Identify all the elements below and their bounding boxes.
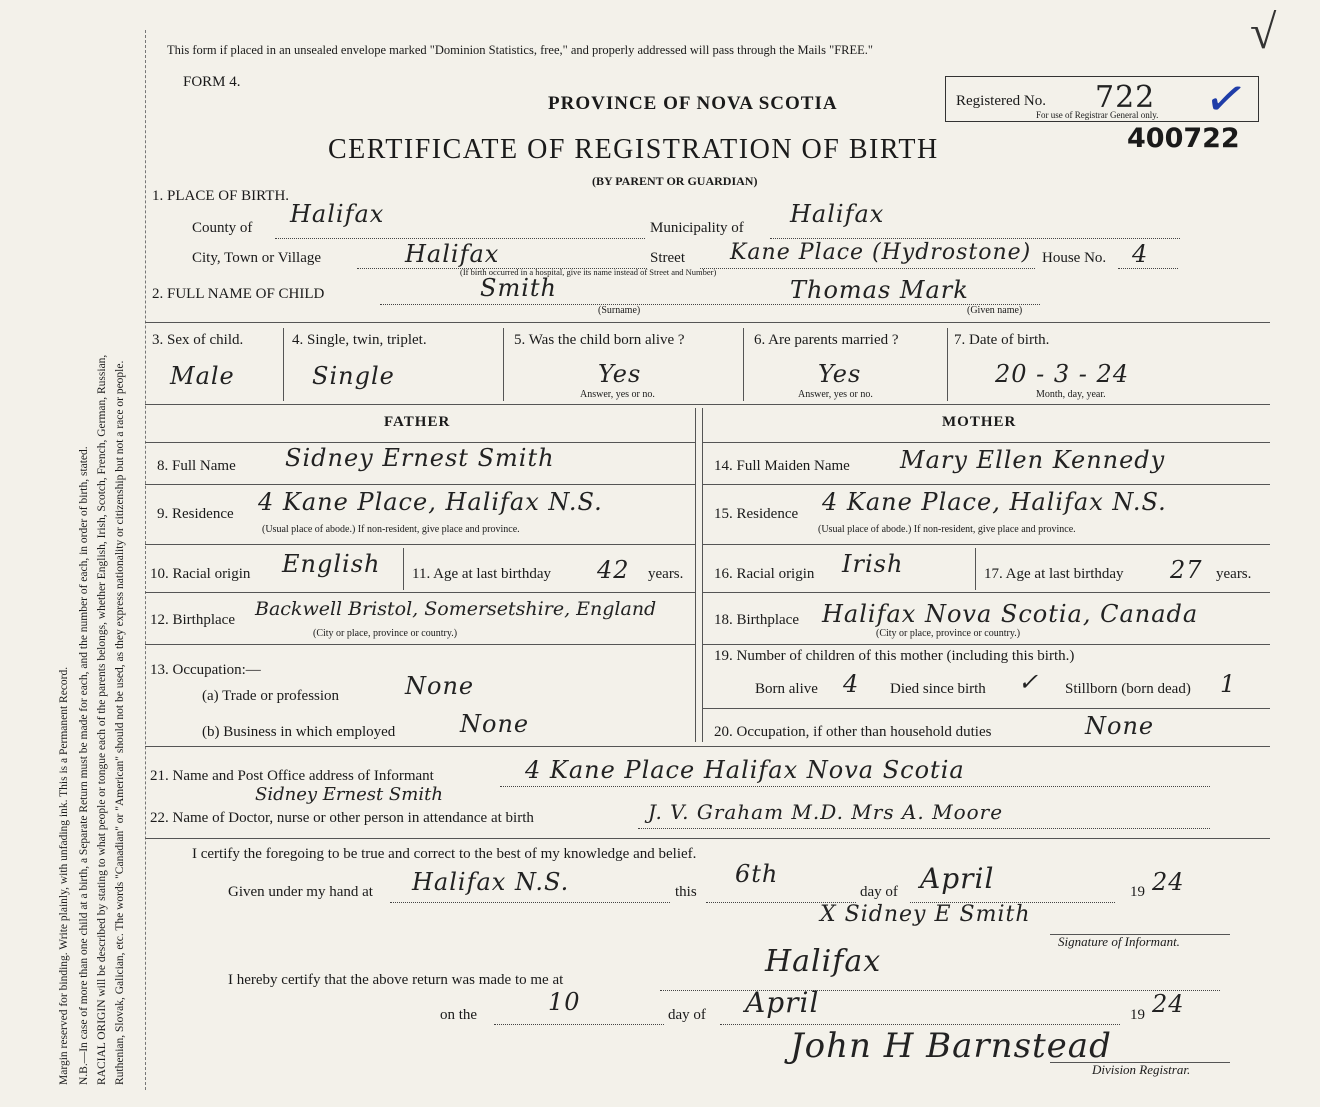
year-value: 24 xyxy=(1152,868,1185,896)
row-bottom-rule xyxy=(145,404,1270,405)
row-divider xyxy=(503,328,504,401)
reg-year-prefix: 19 xyxy=(1130,1007,1145,1023)
corner-check-mark: √ xyxy=(1250,6,1277,59)
mother-name-label: 14. Full Maiden Name xyxy=(714,458,850,474)
born-alive-label: Born alive xyxy=(755,681,818,697)
father-years: years. xyxy=(648,566,684,582)
race-age-divider xyxy=(975,548,976,590)
margin-racial-note-1: RACIAL ORIGIN will be described by stating to what people or tongue each of the parents belongs, whether English, Irish, Scotch, French, German, Russian, xyxy=(96,354,108,1085)
reg-day-line xyxy=(494,1024,664,1025)
on-the-label: on the xyxy=(440,1007,478,1023)
municipality-label: Municipality of xyxy=(650,220,744,236)
informant-label: 21. Name and Post Office address of Informant xyxy=(150,768,434,784)
father-business-value: None xyxy=(460,710,530,738)
county-value: Halifax xyxy=(290,200,385,228)
street-value: Kane Place (Hydrostone) xyxy=(730,240,1032,265)
father-birthplace-value: Backwell Bristol, Somersetshire, England xyxy=(255,598,657,620)
mother-occupation-value: None xyxy=(1085,712,1155,740)
alive-label: 5. Was the child born alive ? xyxy=(514,332,685,348)
stillborn-label: Stillborn (born dead) xyxy=(1065,681,1191,697)
day-value: 6th xyxy=(735,860,779,888)
father-name-value: Sidney Ernest Smith xyxy=(285,444,555,472)
mother-rule xyxy=(702,442,1270,443)
mother-rule xyxy=(702,644,1270,645)
informant-top-rule xyxy=(145,746,1270,747)
municipality-value: Halifax xyxy=(790,200,885,228)
parents-divider xyxy=(695,408,696,742)
informant-signature-label: Signature of Informant. xyxy=(1058,934,1180,949)
child-surname-value: Smith xyxy=(480,274,557,302)
surname-caption: (Surname) xyxy=(598,305,641,316)
mother-residence-label: 15. Residence xyxy=(714,506,799,522)
born-alive-value: 4 xyxy=(843,670,860,698)
father-trade-label: (a) Trade or profession xyxy=(202,688,340,704)
father-residence-value: 4 Kane Place, Halifax N.S. xyxy=(258,488,603,516)
father-trade-value: None xyxy=(405,672,475,700)
registrar-statement: I hereby certify that the above return was made to me at xyxy=(228,972,564,988)
mother-age-value: 27 xyxy=(1170,556,1203,584)
stamp-number: 400722 xyxy=(1127,123,1240,154)
given-caption: (Given name) xyxy=(967,305,1023,316)
race-age-divider xyxy=(403,548,404,590)
row-divider xyxy=(947,328,948,401)
row-divider xyxy=(283,328,284,401)
mother-residence-caption: (Usual place of abode.) If non-resident, give place and province. xyxy=(818,524,1076,535)
given-place-line xyxy=(390,902,670,903)
father-occupation-label: 13. Occupation:— xyxy=(150,662,261,678)
informant-line xyxy=(500,786,1210,787)
registrar-signature: John H Barnstead xyxy=(790,1026,1112,1066)
mother-rule xyxy=(702,708,1270,709)
informant-signature: X Sidney E Smith xyxy=(820,902,1031,927)
certificate-title: CERTIFICATE OF REGISTRATION OF BIRTH xyxy=(328,134,939,165)
doctor-line xyxy=(638,828,1210,829)
married-value: Yes xyxy=(818,360,862,388)
mother-race-value: Irish xyxy=(842,550,904,578)
married-caption: Answer, yes or no. xyxy=(798,389,873,400)
mother-rule xyxy=(702,484,1270,485)
married-label: 6. Are parents married ? xyxy=(754,332,899,348)
registrar-place-value: Halifax xyxy=(765,944,882,979)
mailing-notice: This form if placed in an unsealed envelope marked "Dominion Statistics, free," and properly addressed will pass through the Mails "FREE." xyxy=(167,43,874,57)
row-divider xyxy=(743,328,744,401)
mother-heading: MOTHER xyxy=(942,414,1017,430)
day-of-label: day of xyxy=(860,884,898,900)
mother-residence-value: 4 Kane Place, Halifax N.S. xyxy=(822,488,1167,516)
father-name-label: 8. Full Name xyxy=(157,458,236,474)
mother-birthplace-label: 18. Birthplace xyxy=(714,612,799,628)
mother-rule xyxy=(702,544,1270,545)
child-given-value: Thomas Mark xyxy=(790,276,969,304)
mother-birthplace-value: Halifax Nova Scotia, Canada xyxy=(822,600,1199,628)
reg-year-value: 24 xyxy=(1152,990,1185,1018)
informant-address-value: 4 Kane Place Halifax Nova Scotia xyxy=(525,756,965,784)
stillborn-value: 1 xyxy=(1220,670,1237,698)
father-race-value: English xyxy=(282,550,381,578)
plurality-value: Single xyxy=(312,362,395,390)
blue-check-mark: ✓ xyxy=(1200,67,1252,131)
certification-statement: I certify the foregoing to be true and correct to the best of my knowledge and belief. xyxy=(192,846,697,862)
mother-age-label: 17. Age at last birthday xyxy=(984,566,1124,582)
form-number: FORM 4. xyxy=(183,74,241,90)
street-label: Street xyxy=(650,250,685,266)
father-rule xyxy=(145,592,695,593)
given-place-value: Halifax N.S. xyxy=(412,868,570,896)
mother-years: years. xyxy=(1216,566,1252,582)
year-prefix: 19 xyxy=(1130,884,1145,900)
registered-value: 722 xyxy=(1095,80,1156,115)
plurality-label: 4. Single, twin, triplet. xyxy=(292,332,427,348)
child-name-label: 2. FULL NAME OF CHILD xyxy=(152,286,325,302)
county-label: County of xyxy=(192,220,253,236)
dob-value: 20 - 3 - 24 xyxy=(995,360,1130,388)
mother-race-label: 16. Racial origin xyxy=(714,566,815,582)
doctor-value: J. V. Graham M.D. Mrs A. Moore xyxy=(648,800,1004,824)
mother-birthplace-caption: (City or place, province or country.) xyxy=(876,628,1021,639)
father-age-label: 11. Age at last birthday xyxy=(412,566,551,582)
father-heading: FATHER xyxy=(384,414,451,430)
parents-divider xyxy=(702,408,703,742)
father-residence-label: 9. Residence xyxy=(157,506,234,522)
registrar-label: Division Registrar. xyxy=(1092,1062,1191,1077)
alive-value: Yes xyxy=(598,360,642,388)
house-line xyxy=(1118,268,1178,269)
this-label: this xyxy=(675,884,697,900)
died-value: ✓ xyxy=(1018,668,1040,696)
month-value: April xyxy=(920,862,995,895)
reg-day-of-label: day of xyxy=(668,1007,706,1023)
reg-month-line xyxy=(720,1024,1120,1025)
dob-label: 7. Date of birth. xyxy=(954,332,1050,348)
given-under-label: Given under my hand at xyxy=(228,884,373,900)
municipality-line xyxy=(770,238,1180,239)
sex-label: 3. Sex of child. xyxy=(152,332,244,348)
doctor-label: 22. Name of Doctor, nurse or other person in attendance at birth xyxy=(150,810,534,826)
city-label: City, Town or Village xyxy=(192,250,322,266)
mother-occupation-label: 20. Occupation, if other than household duties xyxy=(714,724,992,740)
county-line xyxy=(275,238,645,239)
mother-children-label: 19. Number of children of this mother (including this birth.) xyxy=(714,648,1075,664)
father-birthplace-caption: (City or place, province or country.) xyxy=(313,628,458,639)
province-heading: PROVINCE OF NOVA SCOTIA xyxy=(548,93,838,114)
father-race-label: 10. Racial origin xyxy=(150,566,251,582)
reg-day-value: 10 xyxy=(548,988,581,1016)
registrar-place-line xyxy=(660,990,1220,991)
place-section-label: 1. PLACE OF BIRTH. xyxy=(152,188,290,204)
house-value: 4 xyxy=(1132,240,1149,268)
informant-name-value: Sidney Ernest Smith xyxy=(255,784,443,805)
dob-caption: Month, day, year. xyxy=(1036,389,1106,400)
mother-rule xyxy=(702,592,1270,593)
father-rule xyxy=(145,544,695,545)
father-residence-caption: (Usual place of abode.) If non-resident, give place and province. xyxy=(262,524,520,535)
city-value: Halifax xyxy=(405,240,500,268)
certificate-subtitle: (BY PARENT OR GUARDIAN) xyxy=(592,174,758,188)
registered-label: Registered No. xyxy=(956,93,1046,109)
hospital-note: (If birth occurred in a hospital, give its name instead of Street and Number) xyxy=(460,267,717,277)
margin-racial-note-2: Ruthenian, Slovak, Galician, etc. The words "Canadian" or "American" should not be used, as they express nationality or citizenship but not a race or people. xyxy=(114,360,126,1085)
reg-month-value: April xyxy=(745,986,820,1019)
mother-name-value: Mary Ellen Kennedy xyxy=(900,446,1166,474)
died-label: Died since birth xyxy=(890,681,986,697)
father-birthplace-label: 12. Birthplace xyxy=(150,612,235,628)
row-top-rule xyxy=(145,322,1270,323)
binding-line xyxy=(145,30,146,1090)
father-age-value: 42 xyxy=(597,556,630,584)
child-name-line xyxy=(380,304,1040,305)
margin-nb-note: N.B.—In case of more than one child at a birth, a Separate Return must be made for each, and the number of each, in order of birth, stated. xyxy=(78,446,90,1085)
father-rule xyxy=(145,484,695,485)
house-label: House No. xyxy=(1042,250,1107,266)
certification-top-rule xyxy=(145,838,1270,839)
sex-value: Male xyxy=(170,362,235,390)
margin-binding-note: Margin reserved for binding. Write plainly, with unfading ink. This is a Permanent Record. xyxy=(58,666,70,1085)
father-business-label: (b) Business in which employed xyxy=(202,724,396,740)
street-line xyxy=(700,268,1035,269)
father-rule xyxy=(145,442,695,443)
alive-caption: Answer, yes or no. xyxy=(580,389,655,400)
father-rule xyxy=(145,644,695,645)
registrar-use-note: For use of Registrar General only. xyxy=(1036,110,1159,120)
